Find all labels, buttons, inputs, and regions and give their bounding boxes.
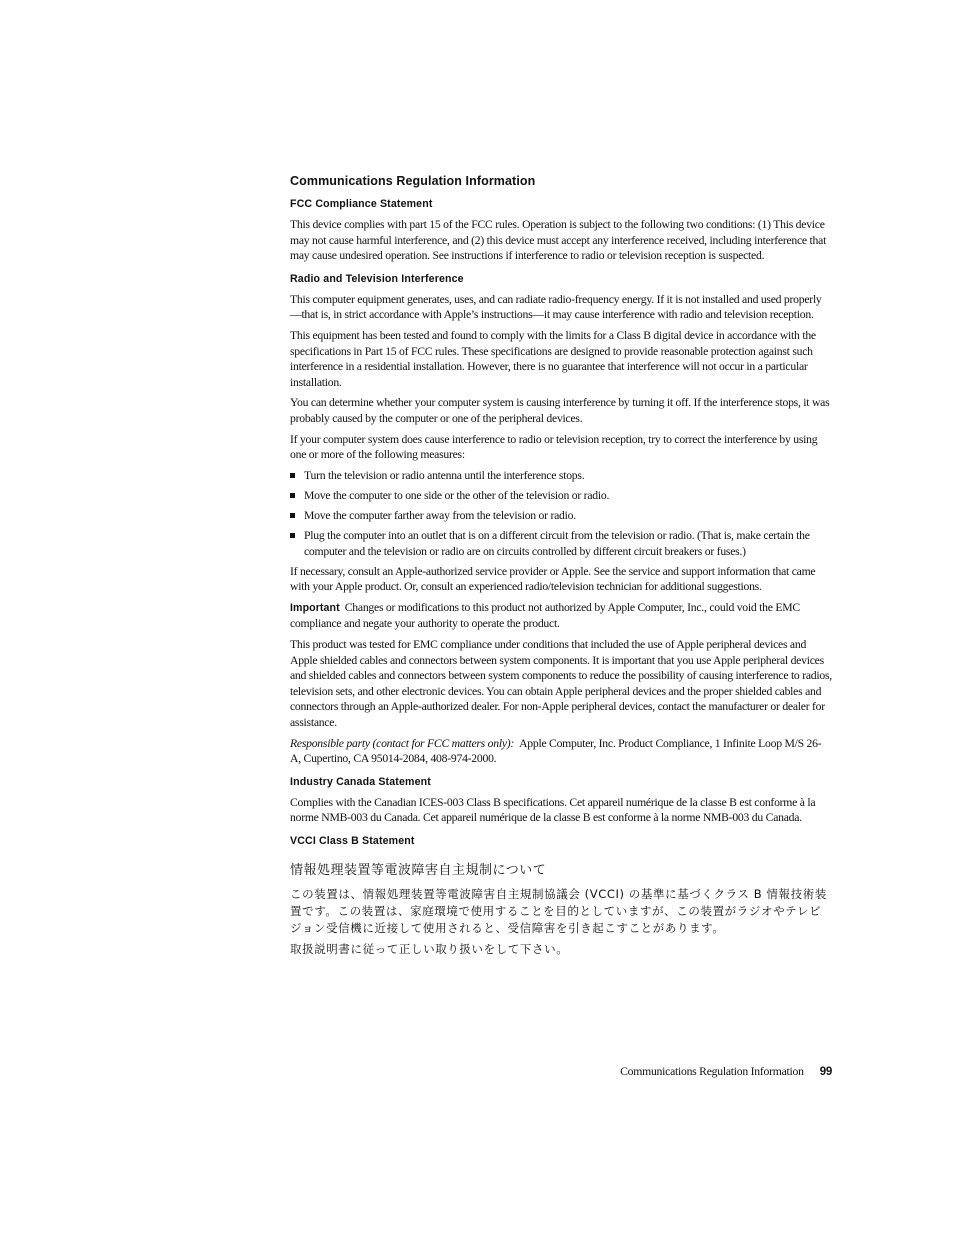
- bullet-square-icon: [290, 493, 295, 498]
- footer-section-title: Communications Regulation Information: [620, 1065, 804, 1078]
- radio-tv-paragraph-6: This product was tested for EMC compliance under conditions that included the use of Apple peripheral devices and Apple shielded cables and connectors between system components. It is important that you use Apple peripheral devices and shielded cables and connectors between system components to reduce the possibility of causing interference to radios, television sets, and other electronic devices. You can obtain Apple peripheral devices and the proper shielded cables and connectors through an Apple-authorized dealer. For non-Apple peripheral devices, contact the manufacturer or dealer for assistance.: [290, 638, 832, 730]
- list-item-text: Turn the television or radio antenna until the interference stops.: [304, 468, 585, 482]
- radio-tv-paragraph-2: This equipment has been tested and found to comply with the limits for a Class B digital device in accordance with the specifications in Part 15 of FCC rules. These specifications are designed to provide reasonable protection against such interference in a residential installation. However, there is no guarantee that interference will not occur in a particular installation.: [290, 328, 816, 389]
- important-text: Changes or modifications to this product not authorized by Apple Computer, Inc., could void the EMC compliance and negate your authority to operate the product.: [290, 600, 800, 631]
- canada-paragraph: Complies with the Canadian ICES-003 Class B specifications. Cet appareil numérique de la classe B est conforme à la norme NMB-003 du Canada. Cet appareil numérique de la classe B est conforme à la norme NMB-003 du Canada.: [290, 795, 816, 825]
- responsible-party-text: Apple Computer, Inc. Product Compliance, 1 Infinite Loop M/S 26-A, Cupertino, CA 95014-2084, 408-974-2000.: [290, 736, 822, 766]
- radio-tv-paragraph-5: If necessary, consult an Apple-authorized service provider or Apple. See the service and support information that came with your Apple product. Or, consult an experienced radio/television technician for additional suggestions.: [290, 564, 816, 594]
- fcc-heading: FCC Compliance Statement: [290, 198, 433, 210]
- vcci-heading: VCCI Class B Statement: [290, 835, 415, 847]
- page-title: Communications Regulation Information: [290, 174, 536, 188]
- list-item: [290, 488, 832, 504]
- responsible-party-label: Responsible party (contact for FCC matters only):: [290, 736, 515, 750]
- bullet-square-icon: [290, 473, 295, 478]
- page-number: 99: [819, 1066, 832, 1078]
- page-content: [290, 173, 832, 962]
- vcci-japanese-paragraph-1: この装置は、情報処理装置等電波障害自主規制協議会 (VCCI) の基準に基づくクラス B 情報技術装置です。この装置は、家庭環境で使用することを目的としていますが、この装置がラジオやテレビジョン受信機に近接して使用されると、受信障害を引き起こすことがあります。: [290, 887, 827, 935]
- bullet-square-icon: [290, 513, 295, 518]
- important-note: [290, 600, 832, 632]
- list-item: [290, 508, 832, 524]
- fcc-paragraph: This device complies with part 15 of the FCC rules. Operation is subject to the following two conditions: (1) This device may not cause harmful interference, and (2) this device must accept any interference received, including interference that may cause undesired operation. See instructions if interference to radio or television reception is suspected.: [290, 218, 827, 263]
- measures-list: [290, 468, 832, 559]
- vcci-japanese-title: 情報処理装置等電波障害自主規制について: [290, 863, 547, 878]
- important-label: Important: [290, 601, 340, 614]
- radio-tv-paragraph-3: You can determine whether your computer system is causing interference by turning it off. If the interference stops, it was probably caused by the computer or one of the peripheral devices.: [290, 396, 830, 425]
- page-footer: [620, 1064, 832, 1080]
- list-item: [290, 528, 832, 559]
- list-item-text: Move the computer farther away from the television or radio.: [304, 508, 576, 522]
- bullet-square-icon: [290, 533, 295, 538]
- radio-tv-paragraph-1: This computer equipment generates, uses, and can radiate radio-frequency energy. If it is not installed and used properly—that is, in strict accordance with Apple’s instructions—it may cause interference with radio and television reception.: [290, 292, 822, 322]
- list-item-text: Plug the computer into an outlet that is on a different circuit from the television or radio. (That is, make certain the computer and the television or radio are on circuits controlled by different circuit breakers or fuses.): [304, 529, 810, 558]
- responsible-party: [290, 736, 832, 767]
- radio-tv-heading: Radio and Television Interference: [290, 272, 464, 285]
- list-item-text: Move the computer to one side or the other of the television or radio.: [304, 488, 610, 502]
- radio-tv-paragraph-4: If your computer system does cause interference to radio or television reception, try to correct the interference by using one or more of the following measures:: [290, 432, 818, 462]
- list-item: [290, 468, 832, 484]
- vcci-japanese-paragraph-2: 取扱説明書に従って正しい取り扱いをして下さい。: [290, 942, 569, 956]
- canada-heading: Industry Canada Statement: [290, 775, 431, 788]
